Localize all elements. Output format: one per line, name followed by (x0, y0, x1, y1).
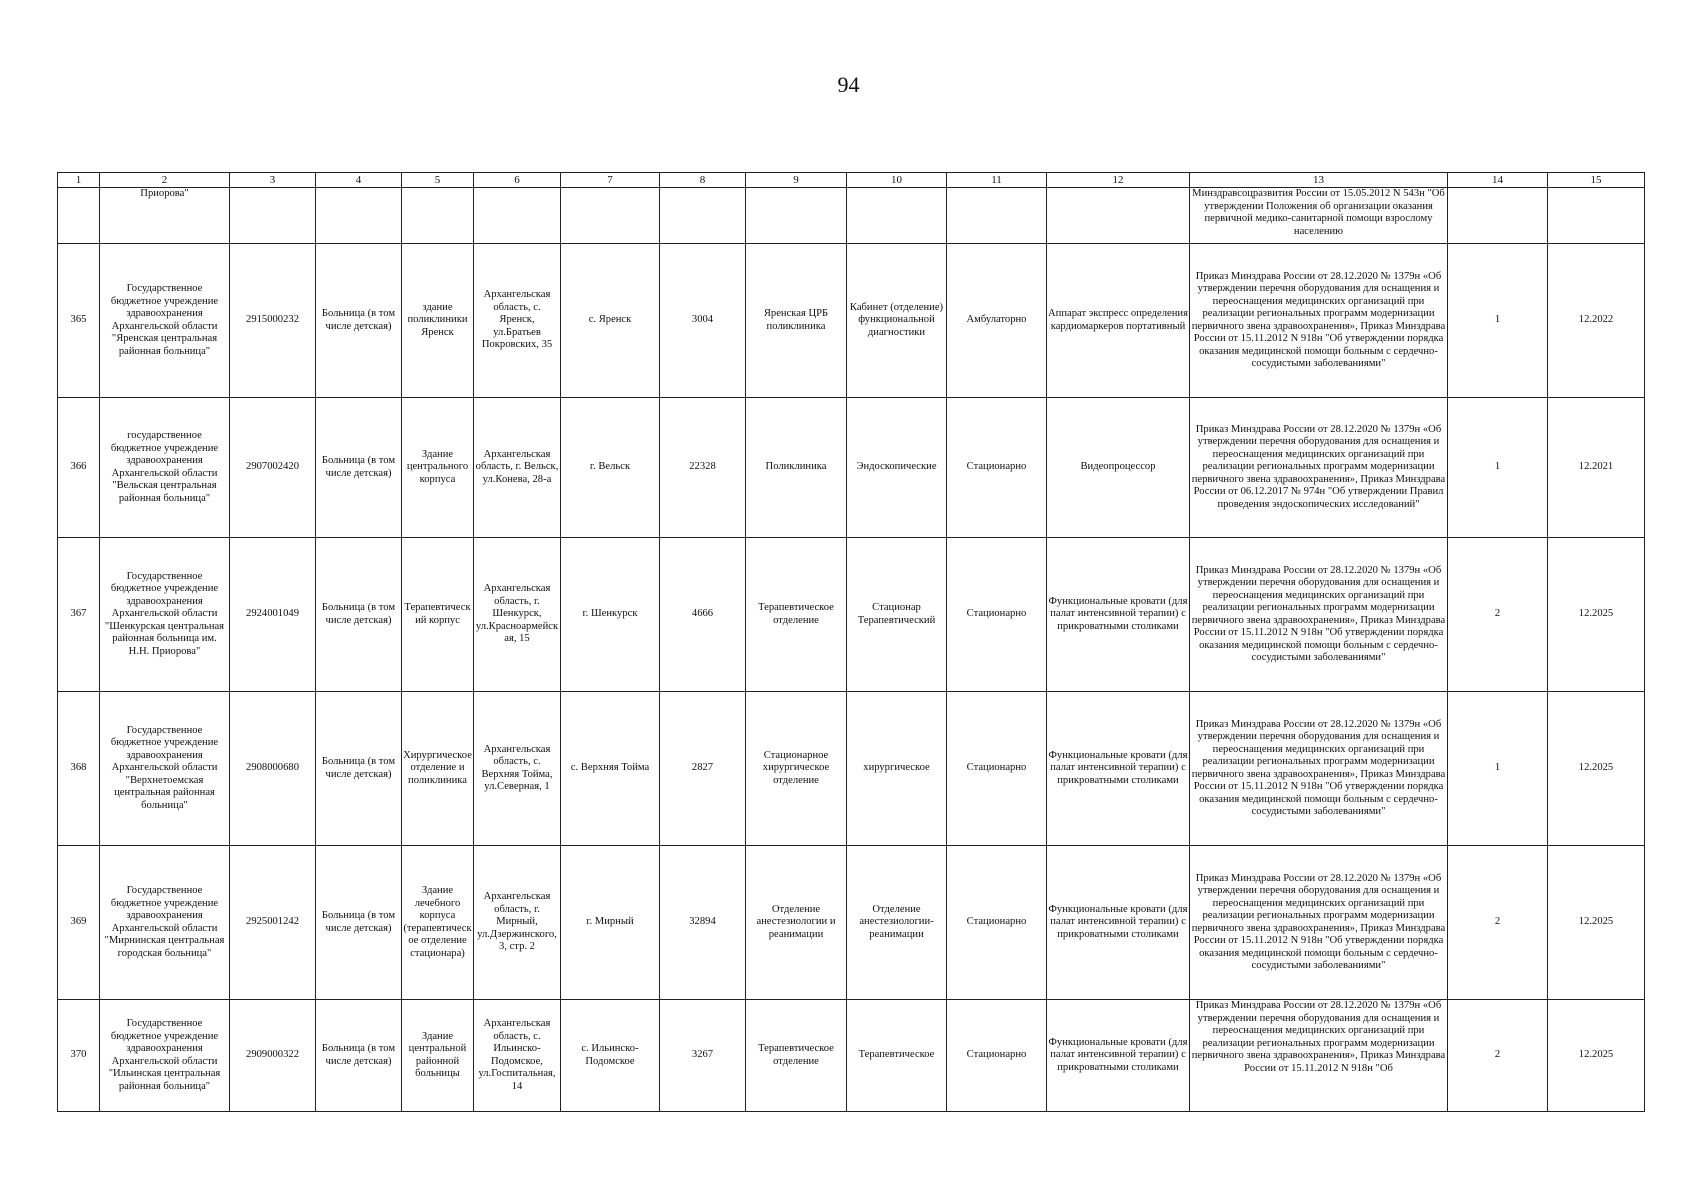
population-cell: 3004 (660, 244, 746, 398)
column-header: 8 (660, 173, 746, 188)
continuation-row (58, 188, 1645, 244)
organization-cell: Государственное бюджетное учреждение здравоохранения Архангельской области "Верхнетоемская центральная районная больница" (100, 692, 230, 846)
care-mode-cell: Стационарно (947, 692, 1047, 846)
population-cell: 4666 (660, 538, 746, 692)
quantity-cell: 2 (1448, 1000, 1548, 1112)
row-number-cell: 370 (58, 1000, 100, 1112)
page-number: 94 (837, 72, 860, 97)
column-header: 1 (58, 173, 100, 188)
locality-cell: с. Ильинско-Подомское (561, 1000, 660, 1112)
care-mode-cell: Стационарно (947, 538, 1047, 692)
table-cell (58, 188, 100, 244)
care-mode-cell: Стационарно (947, 846, 1047, 1000)
row-number-cell: 368 (58, 692, 100, 846)
address-cell: Архангельская область, с. Верхняя Тойма, ул.Северная, 1 (474, 692, 561, 846)
unit-cell: Терапевтическое отделение (746, 1000, 847, 1112)
quantity-cell: 2 (1448, 846, 1548, 1000)
quantity-cell: 2 (1448, 538, 1548, 692)
organization-cell: Государственное бюджетное учреждение здравоохранения Архангельской области "Яренская центральная районная больница" (100, 244, 230, 398)
column-header: 11 (947, 173, 1047, 188)
table-cell (316, 188, 402, 244)
unit-cell: Яренская ЦРБ поликлиника (746, 244, 847, 398)
department-cell: Отделение анестезиологии-реанимации (847, 846, 947, 1000)
table-cell (1548, 188, 1645, 244)
column-header: 2 (100, 173, 230, 188)
date-cell: 12.2021 (1548, 398, 1645, 538)
table-cell (660, 188, 746, 244)
table-cell (230, 188, 316, 244)
legal-basis-cell: Приказ Минздрава России от 28.12.2020 № 1379н «Об утверждении перечня оборудования для оснащения и переоснащения медицинских организаций при реализации региональных программ модернизации первичного звена здравоохранения», Приказ Минздрава России от 15.11.2012 N 918н "Об утверждении порядка оказания медицинской помощи больным с сердечно-сосудистыми заболеваниями" (1190, 538, 1448, 692)
code-cell: 2909000322 (230, 1000, 316, 1112)
department-cell: Кабинет (отделение) функциональной диагностики (847, 244, 947, 398)
equipment-cell: Функциональные кровати (для палат интенсивной терапии) с прикроватными столиками (1047, 1000, 1190, 1112)
type-cell: Больница (в том числе детская) (316, 692, 402, 846)
locality-cell: г. Вельск (561, 398, 660, 538)
organization-cell: Приорова" (100, 188, 230, 244)
type-cell: Больница (в том числе детская) (316, 538, 402, 692)
code-cell: 2915000232 (230, 244, 316, 398)
building-cell: здание поликлиники Яренск (402, 244, 474, 398)
locality-cell: г. Мирный (561, 846, 660, 1000)
locality-cell: г. Шенкурск (561, 538, 660, 692)
organization-cell: Государственное бюджетное учреждение здравоохранения Архангельской области "Мирнинская центральная городская больница" (100, 846, 230, 1000)
unit-cell: Поликлиника (746, 398, 847, 538)
legal-basis-cell: Приказ Минздрава России от 28.12.2020 № 1379н «Об утверждении перечня оборудования для оснащения и переоснащения медицинских организаций при реализации региональных программ модернизации первичного звена здравоохранения», Приказ Минздрава России от 15.11.2012 N 918н "Об (1190, 1000, 1448, 1112)
building-cell: Терапевтический корпус (402, 538, 474, 692)
row-number-cell: 365 (58, 244, 100, 398)
table-cell (402, 188, 474, 244)
population-cell: 2827 (660, 692, 746, 846)
column-header: 13 (1190, 173, 1448, 188)
locality-cell: с. Верхняя Тойма (561, 692, 660, 846)
address-cell: Архангельская область, с. Ильинско-Подомское, ул.Госпитальная, 14 (474, 1000, 561, 1112)
legal-basis-cell: Минздравсоцразвития России от 15.05.2012 N 543н "Об утверждении Положения об организации оказания первичной медико-санитарной помощи взрослому населению (1190, 188, 1448, 244)
department-cell: хирургическое (847, 692, 947, 846)
address-cell: Архангельская область, г. Шенкурск, ул.Красноармейская, 15 (474, 538, 561, 692)
department-cell: Терапевтическое (847, 1000, 947, 1112)
date-cell: 12.2025 (1548, 538, 1645, 692)
equipment-table (57, 172, 1645, 1112)
organization-cell: Государственное бюджетное учреждение здравоохранения Архангельской области "Шенкурская центральная районная больница им. Н.Н. Приорова" (100, 538, 230, 692)
equipment-cell: Аппарат экспресс определения кардиомаркеров портативный (1047, 244, 1190, 398)
column-header: 6 (474, 173, 561, 188)
care-mode-cell: Стационарно (947, 398, 1047, 538)
equipment-cell: Видеопроцессор (1047, 398, 1190, 538)
column-header: 15 (1548, 173, 1645, 188)
column-header: 4 (316, 173, 402, 188)
legal-basis-cell: Приказ Минздрава России от 28.12.2020 № 1379н «Об утверждении перечня оборудования для оснащения и переоснащения медицинских организаций при реализации региональных программ модернизации первичного звена здравоохранения», Приказ Минздрава России от 15.11.2012 N 918н "Об утверждении порядка оказания медицинской помощи больным с сердечно-сосудистыми заболеваниями" (1190, 244, 1448, 398)
quantity-cell: 1 (1448, 244, 1548, 398)
table-cell (474, 188, 561, 244)
table-cell (1047, 188, 1190, 244)
quantity-cell: 1 (1448, 398, 1548, 538)
table-cell (746, 188, 847, 244)
table-cell (1448, 188, 1548, 244)
table-row (58, 1000, 1645, 1112)
building-cell: Хирургическое отделение и поликлиника (402, 692, 474, 846)
population-cell: 3267 (660, 1000, 746, 1112)
table-cell (561, 188, 660, 244)
row-number-cell: 367 (58, 538, 100, 692)
building-cell: Здание центральной районной больницы (402, 1000, 474, 1112)
equipment-cell: Функциональные кровати (для палат интенсивной терапии) с прикроватными столиками (1047, 846, 1190, 1000)
table-cell (947, 188, 1047, 244)
code-cell: 2924001049 (230, 538, 316, 692)
code-cell: 2908000680 (230, 692, 316, 846)
legal-basis-cell: Приказ Минздрава России от 28.12.2020 № 1379н «Об утверждении перечня оборудования для оснащения и переоснащения медицинских организаций при реализации региональных программ модернизации первичного звена здравоохранения», Приказ Минздрава России от 15.11.2012 N 918н "Об утверждении порядка оказания медицинской помощи больным с сердечно-сосудистыми заболеваниями" (1190, 846, 1448, 1000)
date-cell: 12.2025 (1548, 1000, 1645, 1112)
type-cell: Больница (в том числе детская) (316, 1000, 402, 1112)
column-header: 14 (1448, 173, 1548, 188)
column-number-row (58, 173, 1645, 188)
date-cell: 12.2022 (1548, 244, 1645, 398)
column-header: 9 (746, 173, 847, 188)
address-cell: Архангельская область, с. Яренск, ул.Братьев Покровских, 35 (474, 244, 561, 398)
unit-cell: Отделение анестезиологии и реанимации (746, 846, 847, 1000)
type-cell: Больница (в том числе детская) (316, 398, 402, 538)
type-cell: Больница (в том числе детская) (316, 244, 402, 398)
building-cell: Здание лечебного корпуса (терапевтическое отделение стационара) (402, 846, 474, 1000)
table-row (58, 846, 1645, 1000)
equipment-cell: Функциональные кровати (для палат интенсивной терапии) с прикроватными столиками (1047, 692, 1190, 846)
table-cell (847, 188, 947, 244)
column-header: 10 (847, 173, 947, 188)
care-mode-cell: Стационарно (947, 1000, 1047, 1112)
legal-basis-cell: Приказ Минздрава России от 28.12.2020 № 1379н «Об утверждении перечня оборудования для оснащения и переоснащения медицинских организаций при реализации региональных программ модернизации первичного звена здравоохранения», Приказ Минздрава России от 15.11.2012 N 918н "Об утверждении порядка оказания медицинской помощи больным с сердечно-сосудистыми заболеваниями" (1190, 692, 1448, 846)
organization-cell: Государственное бюджетное учреждение здравоохранения Архангельской области "Ильинская центральная районная больница" (100, 1000, 230, 1112)
row-number-cell: 366 (58, 398, 100, 538)
table-row (58, 398, 1645, 538)
address-cell: Архангельская область, г. Мирный, ул.Дзержинского, 3, стр. 2 (474, 846, 561, 1000)
table-row (58, 244, 1645, 398)
column-header: 12 (1047, 173, 1190, 188)
code-cell: 2907002420 (230, 398, 316, 538)
unit-cell: Стационарное хирургическое отделение (746, 692, 847, 846)
table-row (58, 538, 1645, 692)
population-cell: 32894 (660, 846, 746, 1000)
locality-cell: с. Яренск (561, 244, 660, 398)
column-header: 7 (561, 173, 660, 188)
date-cell: 12.2025 (1548, 846, 1645, 1000)
date-cell: 12.2025 (1548, 692, 1645, 846)
column-header: 5 (402, 173, 474, 188)
department-cell: Эндоскопические (847, 398, 947, 538)
address-cell: Архангельская область, г. Вельск, ул.Конева, 28-а (474, 398, 561, 538)
organization-cell: государственное бюджетное учреждение здравоохранения Архангельской области "Вельская центральная районная больница" (100, 398, 230, 538)
code-cell: 2925001242 (230, 846, 316, 1000)
department-cell: Стационар Терапевтический (847, 538, 947, 692)
table-row (58, 692, 1645, 846)
building-cell: Здание центрального корпуса (402, 398, 474, 538)
type-cell: Больница (в том числе детская) (316, 846, 402, 1000)
column-header: 3 (230, 173, 316, 188)
row-number-cell: 369 (58, 846, 100, 1000)
care-mode-cell: Амбулаторно (947, 244, 1047, 398)
quantity-cell: 1 (1448, 692, 1548, 846)
equipment-cell: Функциональные кровати (для палат интенсивной терапии) с прикроватными столиками (1047, 538, 1190, 692)
unit-cell: Терапевтическое отделение (746, 538, 847, 692)
population-cell: 22328 (660, 398, 746, 538)
legal-basis-cell: Приказ Минздрава России от 28.12.2020 № 1379н «Об утверждении перечня оборудования для оснащения и переоснащения медицинских организаций при реализации региональных программ модернизации первичного звена здравоохранения», Приказ Минздрава России от 06.12.2017 № 974н "Об утверждении Правил проведения эндоскопических исследований" (1190, 398, 1448, 538)
